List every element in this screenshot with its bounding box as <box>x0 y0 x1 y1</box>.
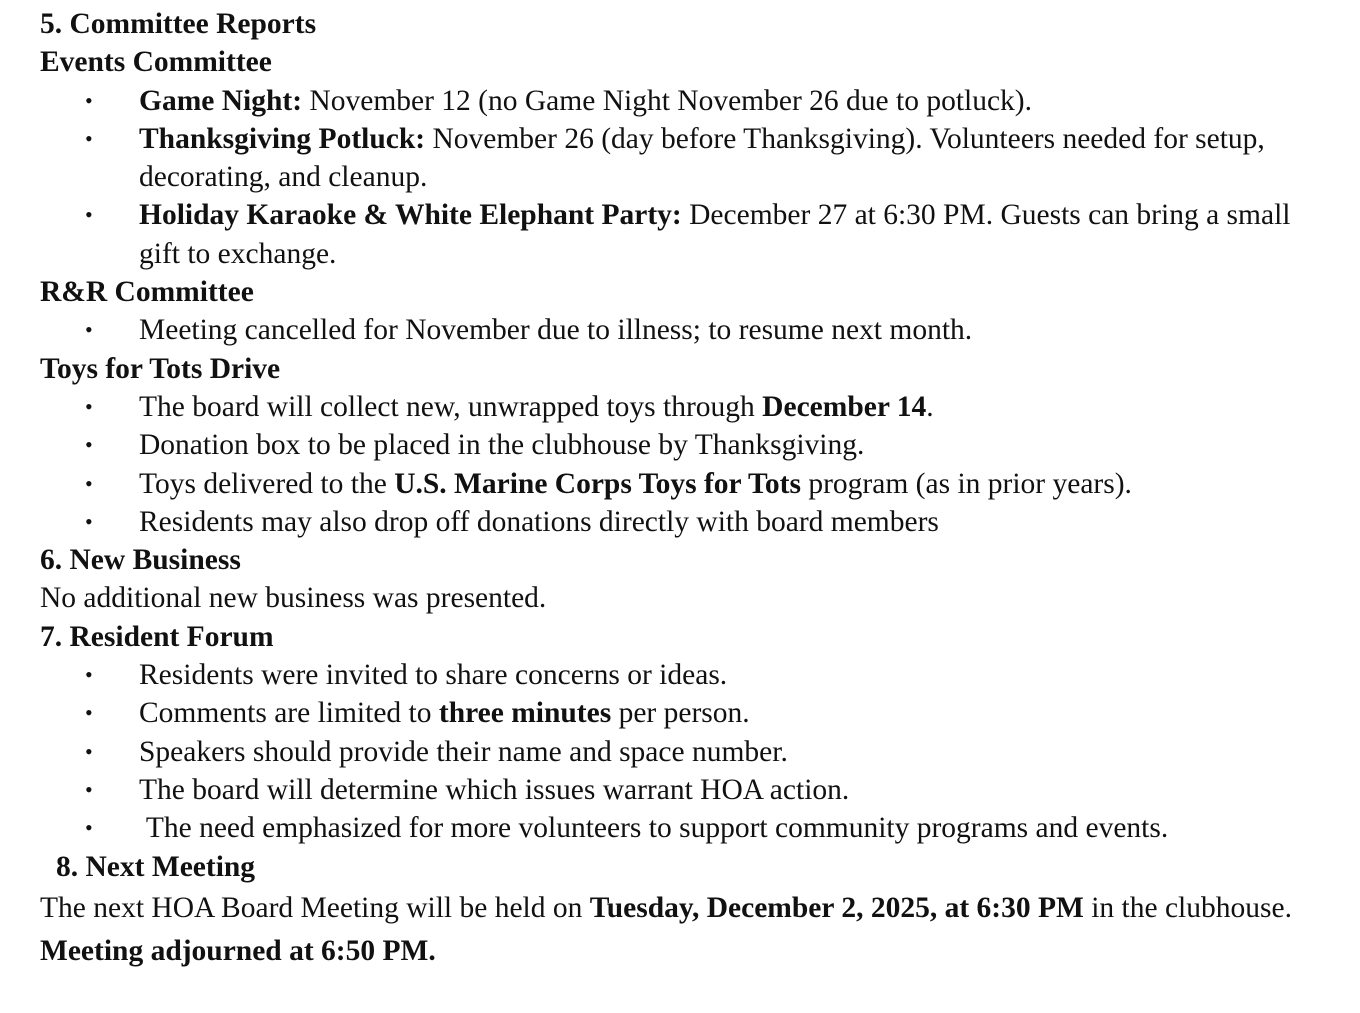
item-text: Residents may also drop off donations directly with board members <box>139 505 939 538</box>
item-text: November 26 (day before Thanksgiving). Volunteers needed for setup, decorating, and cleanup. <box>139 122 1265 194</box>
list-item <box>85 694 1320 732</box>
resident-forum-list <box>40 656 1320 847</box>
next-meeting-text <box>40 886 1320 930</box>
bullet-icon: • <box>85 662 93 688</box>
item-text: The board will determine which issues warrant HOA action. <box>139 773 850 806</box>
bullet-icon: • <box>85 125 93 151</box>
section-heading-resident-forum: 7. Resident Forum <box>40 620 274 653</box>
item-text: November 12 (no Game Night November 26 due to potluck). <box>302 84 1032 117</box>
bullet-icon: • <box>85 470 93 496</box>
section-heading-committee-reports: 5. Committee Reports <box>40 8 317 40</box>
bullet-icon: • <box>85 508 93 534</box>
subheading-toys-for-tots: Toys for Tots Drive <box>40 352 281 385</box>
rr-committee-list <box>40 311 1320 349</box>
list-item <box>85 426 1320 464</box>
item-text: Comments are limited to <box>139 697 439 730</box>
next-meeting-date: Tuesday, December 2, 2025, at 6:30 PM <box>589 891 1084 924</box>
section-heading-new-business: 6. New Business <box>40 544 241 577</box>
item-text: Speakers should provide their name and space number. <box>139 735 788 768</box>
list-item <box>85 733 1320 771</box>
item-text: Residents were invited to share concerns or ideas. <box>139 659 728 692</box>
item-bold: December 14 <box>762 390 927 423</box>
list-item <box>85 465 1320 503</box>
item-text: The need emphasized for more volunteers to support community programs and events. <box>139 812 1169 845</box>
item-text: Toys delivered to the <box>139 467 395 500</box>
subheading-events-committee: Events Committee <box>40 46 272 79</box>
bullet-icon: • <box>85 87 93 113</box>
list-item <box>85 196 1320 273</box>
item-text-end: per person. <box>611 697 750 730</box>
item-bold: three minutes <box>438 697 612 730</box>
item-text: Donation box to be placed in the clubhouse by Thanksgiving. <box>139 429 865 462</box>
list-item <box>85 771 1320 809</box>
list-item <box>85 809 1320 847</box>
item-label: Game Night: <box>139 84 303 117</box>
item-label: Thanksgiving Potluck: <box>139 122 426 155</box>
bullet-icon: • <box>85 815 93 841</box>
bullet-icon: • <box>85 776 93 802</box>
list-item <box>85 82 1320 120</box>
subheading-rr-committee: R&R Committee <box>40 276 254 309</box>
section-heading-next-meeting: 8. Next Meeting <box>56 850 256 883</box>
list-item <box>85 656 1320 694</box>
item-text-end: . <box>926 390 934 423</box>
item-label: Holiday Karaoke & White Elephant Party: <box>139 199 682 232</box>
new-business-text: No additional new business was presented. <box>40 582 547 615</box>
bullet-icon: • <box>85 738 93 764</box>
next-meeting-text-end: in the clubhouse. <box>1083 891 1292 924</box>
item-text: December 27 at 6:30 PM. Guests can bring a small gift to exchange. <box>139 199 1291 270</box>
item-text: The board will collect new, unwrapped toys through <box>139 390 763 423</box>
list-item <box>85 311 1320 349</box>
list-item <box>85 503 1320 541</box>
bullet-icon: • <box>85 700 93 726</box>
bullet-icon: • <box>85 202 93 228</box>
bullet-icon: • <box>85 432 93 458</box>
item-text: Meeting cancelled for November due to illness; to resume next month. <box>139 314 973 347</box>
list-item <box>85 388 1320 426</box>
next-meeting-text-start: The next HOA Board Meeting will be held on <box>40 891 590 924</box>
toys-for-tots-list <box>40 388 1320 541</box>
list-item <box>85 120 1320 197</box>
adjourned-statement: Meeting adjourned at 6:50 PM. <box>40 934 436 967</box>
bullet-icon: • <box>85 317 93 343</box>
item-bold: U.S. Marine Corps Toys for Tots <box>394 467 801 500</box>
item-text-end: program (as in prior years). <box>800 467 1132 500</box>
events-committee-list <box>40 82 1320 273</box>
bullet-icon: • <box>85 393 93 419</box>
